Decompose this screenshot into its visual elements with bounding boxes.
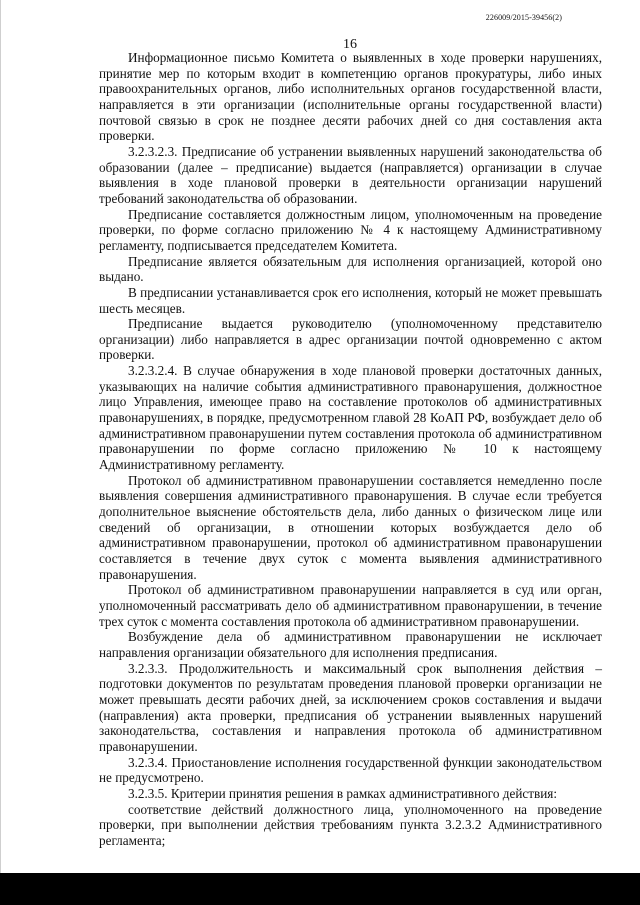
paragraph: 3.2.3.2.3. Предписание об устранении выявленных нарушений законодательства об образовании (далее – предписание) выдается (направляется) организации в случае выявления в ходе плановой проверки в деятельности организации нарушений требований законодательства об образовании. — [99, 143, 602, 206]
paragraph: соответствие действий должностного лица, уполномоченного на проведение проверки, при выполнении действия требованиям пункта 3.2.3.2 Административного регламента; — [99, 801, 602, 848]
paragraph: Предписание выдается руководителю (уполномоченному представителю организации) либо направляется в адрес организации почтой одновременно с актом проверки. — [99, 316, 602, 363]
paragraph: 3.2.3.4. Приостановление исполнения государственной функции законодательством не предусмотрено. — [99, 754, 602, 786]
scan-bottom-edge — [0, 873, 640, 905]
paragraph: 3.2.3.5. Критерии принятия решения в рамках административного действия: — [128, 785, 558, 801]
paragraph: 3.2.3.3. Продолжительность и максимальный срок выполнения действия – подготовки документов по результатам проведения плановой проверки организации не может превышать десяти рабочих дней, за исключением сроков составления и выдачи (направления) акта проверки, предписания об устранении выявленных нарушений законодательства, составления и направления протокола об административном правонарушении. — [99, 660, 602, 754]
document-id: 226009/2015-39456(2) — [485, 13, 562, 22]
paragraph: Протокол об административном правонарушении составляется немедленно после выявления совершения административного правонарушения. В случае если требуется дополнительное выяснение обстоятельств дела, либо данных о физическом лице или сведений об организации, в отношении которых возбуждается дело об административном правонарушении, протокол об административном правонарушении составляется в течение двух суток с момента выявления административного правонарушения. — [99, 472, 602, 582]
paragraph: Предписание является обязательным для исполнения организацией, которой оно выдано. — [99, 253, 602, 285]
document-body — [99, 50, 602, 848]
paragraph: Протокол об административном правонарушении направляется в суд или орган, уполномоченный рассматривать дело об административном правонарушении, в течение трех суток с момента составления протокола об административном правонарушении. — [99, 582, 602, 629]
paragraph: В предписании устанавливается срок его исполнения, который не может превышать шесть месяцев. — [99, 284, 602, 316]
page-number: 16 — [343, 37, 357, 52]
paragraph: 3.2.3.2.4. В случае обнаружения в ходе плановой проверки достаточных данных, указывающих на наличие события административного правонарушения, должностное лицо Управления, имеющее право на составление протоколов об административных правонарушениях, в порядке, предусмотренном главой 28 КоАП РФ, возбуждает дело об административном правонарушении путем составления протокола об административном правонарушении по форме согласно приложению № 10 к настоящему Административному регламенту. — [99, 363, 602, 473]
paragraph: Информационное письмо Комитета о выявленных в ходе проверки нарушениях, принятие мер по которым входит в компетенцию органов прокуратуры, либо иных правоохранительных органов, либо исполнительных органов государственной власти, направляется в эти организации (исполнительные органы государственной власти) почтовой связью в срок не позднее десяти рабочих дней со дня составления акта проверки. — [99, 50, 602, 144]
paragraph: Возбуждение дела об административном правонарушении не исключает направления организации обязательного для исполнения предписания. — [99, 629, 602, 660]
paragraph: Предписание составляется должностным лицом, уполномоченным на проведение проверки, по форме согласно приложению № 4 к настоящему Административному регламенту, подписывается председателем Комитета. — [99, 206, 602, 253]
